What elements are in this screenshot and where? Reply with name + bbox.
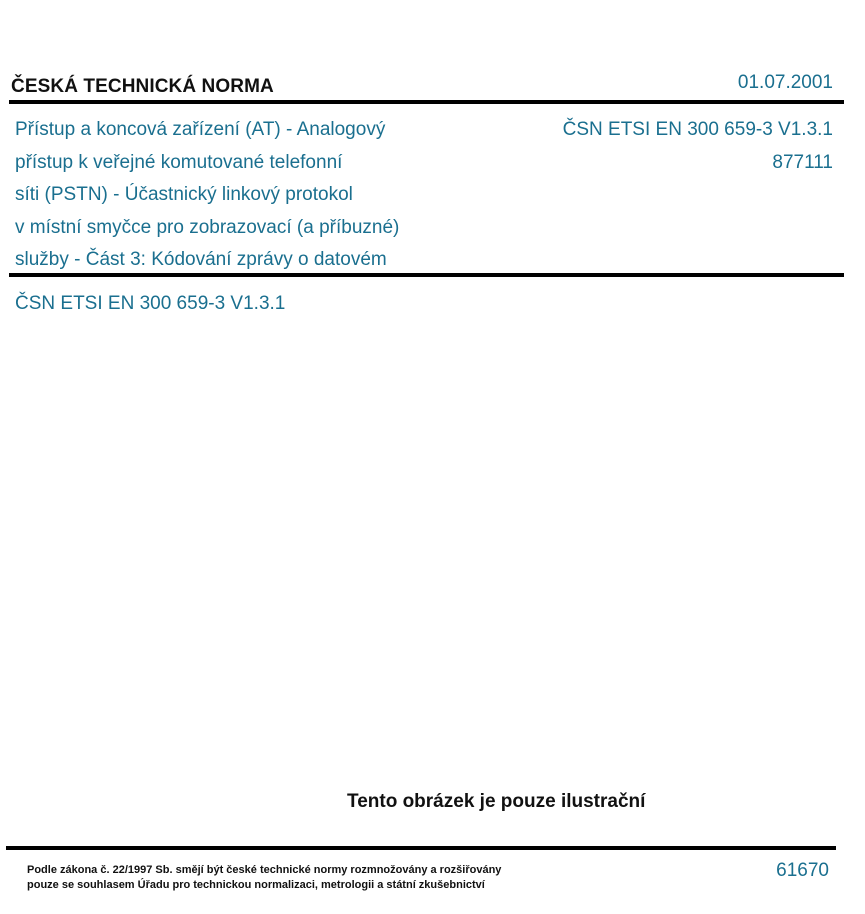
header-divider	[9, 100, 844, 104]
legal-notice-line: Podle zákona č. 22/1997 Sb. smějí být české technické normy rozmnožovány a rozšiřovány	[27, 864, 502, 876]
standard-designation: ČSN ETSI EN 300 659-3 V1.3.1	[15, 293, 286, 314]
standard-title	[15, 114, 485, 277]
legal-notice	[27, 863, 627, 893]
footer-divider	[6, 846, 836, 850]
document-type-heading: ČESKÁ TECHNICKÁ NORMA	[11, 76, 274, 97]
standard-title-line: přístup k veřejné komutované telefonní	[15, 151, 343, 173]
standard-title-line: Přístup a koncová zařízení (AT) - Analogový	[15, 119, 386, 140]
illustration-note: Tento obrázek je pouze ilustrační	[347, 791, 646, 812]
standard-title-line: služby - Část 3: Kódování zprávy o datovém	[15, 249, 387, 270]
title-divider	[9, 273, 844, 277]
effective-date: 01.07.2001	[737, 72, 833, 93]
catalog-number: 61670	[776, 860, 829, 881]
standard-title-line: síti (PSTN) - Účastnický linkový protokol	[15, 184, 353, 205]
standard-title-line: v místní smyčce pro zobrazovací (a příbuzné)	[15, 216, 400, 238]
legal-notice-line: pouze se souhlasem Úřadu pro technickou normalizaci, metrologii a státní zkušebnictví	[27, 879, 485, 891]
standard-number: ČSN ETSI EN 300 659-3 V1.3.1	[562, 119, 833, 140]
classification-code: 877111	[772, 152, 833, 173]
